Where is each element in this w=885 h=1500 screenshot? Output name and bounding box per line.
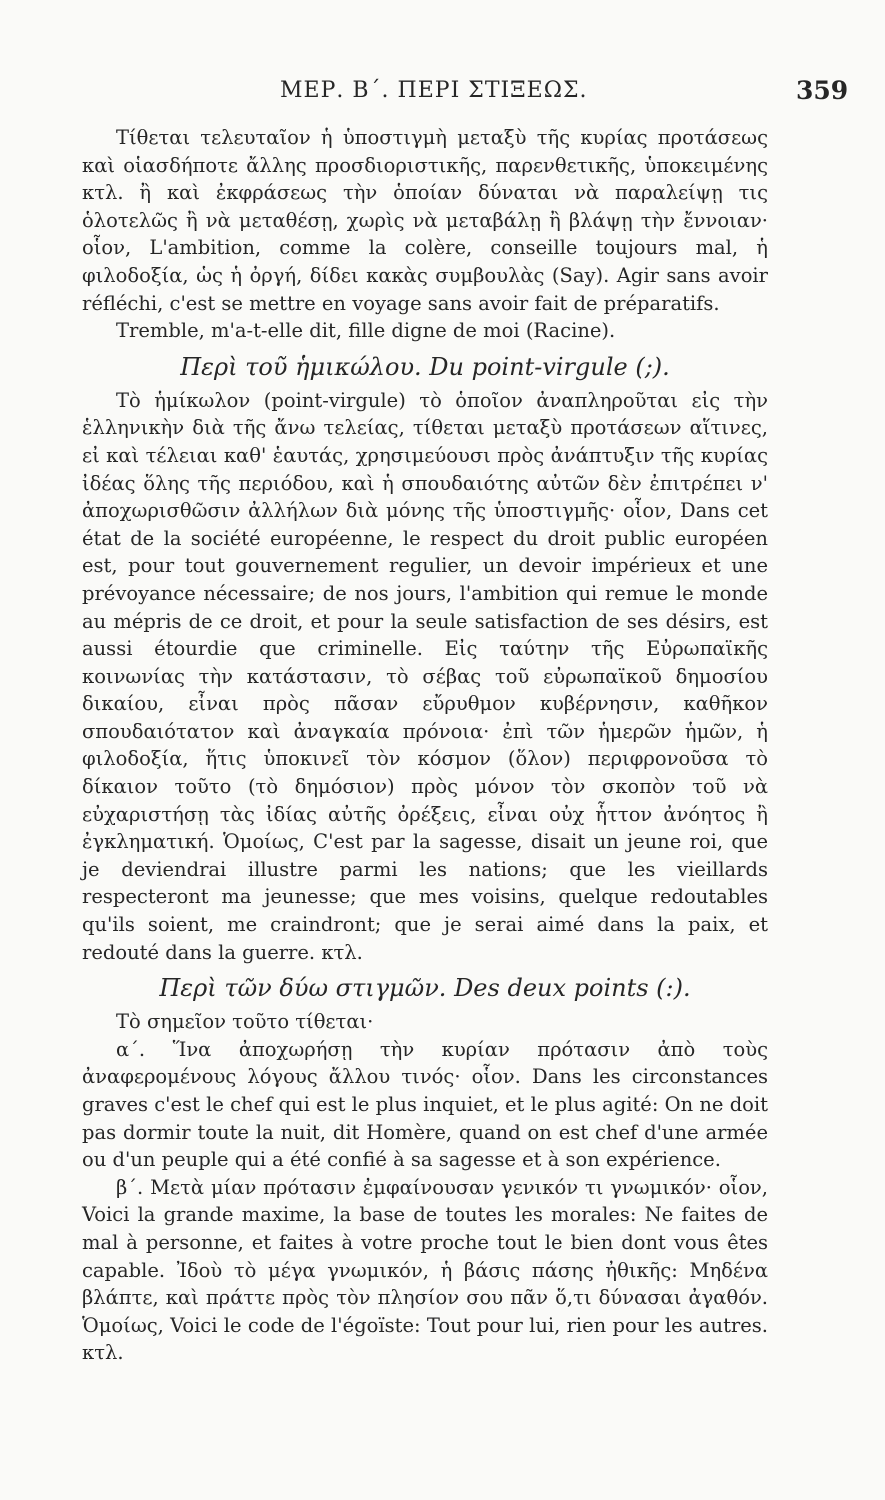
page-body	[82, 124, 768, 1367]
paragraph-6: β΄. Μετὰ μίαν πρότασιν ἐμφαίνουσαν γενικόν τι γνωμικόν· οἷον, Voici la grande maxime, la base de toutes les morales: Ne faites de mal à personne, et faites à votre proche tout le bien dont vous êtes capable. Ἰδοὺ τὸ μέγα γνωμικόν, ἡ βάσις πάσης ἠθικῆς: Μηδένα βλάπτε, καὶ πράττε πρὸς τὸν πλησίον σου πᾶν ὅ,τι δύνασαι ἀγαθόν. Ὁμοίως, Voici le code de l'égoïste: Tout pour lui, rien pour les autres. κτλ.	[82, 1175, 768, 1365]
section-heading-semicolon: Περὶ τοῦ ἡμικώλου. Du point-virgule (;).	[180, 352, 670, 381]
running-title: ΜΕΡ. Β΄. ΠΕΡΙ ΣΤΙΞΕΩΣ.	[280, 78, 588, 103]
paragraph-2: Tremble, m'a-t-elle dit, fille digne de moi (Racine).	[116, 319, 616, 343]
page-number: 359	[796, 76, 849, 105]
paragraph-5: α΄. Ἵνα ἀποχωρήσῃ τὴν κυρίαν πρότασιν ἀπὸ τοὺς ἀναφερομένους λόγους ἄλλου τινός· οἷον. Dans les circonstances graves c'est le chef qui est le plus inquiet, et le plus agité: On ne doit pas dormir toute la nuit, dit Homère, quand on est chef d'une armée ou d'un peuple qui a été confié à sa sagesse et à son expérience.	[82, 1037, 768, 1172]
page-header	[0, 74, 885, 108]
section-heading-colon: Περὶ τῶν δύω στιγμῶν. Des deux points (:).	[159, 974, 691, 1003]
paragraph-3: Τὸ ἡμίκωλον (point-virgule) τὸ ὁποῖον ἀναπληροῦται εἰς τὴν ἑλληνικὴν διὰ τῆς ἄνω τελείας, τίθεται μεταξὺ προτάσεων αἵτινες, εἰ καὶ τέλειαι καθ' ἑαυτάς, χρησιμεύουσι πρὸς ἀνάπτυξιν τῆς κυρίας ἰδέας ὅλης τῆς περιόδου, καὶ ἡ σπουδαιότης αὐτῶν δὲν ἐπιτρέπει ν' ἀποχωρισθῶσιν ἀλλήλων διὰ μόνης τῆς ὑποστιγμῆς· οἷον, Dans cet état de la société européenne, le respect du droit public européen est, pour tout gouvernement regulier, un devoir impérieux et une prévoyance nécessaire; de nos jours, l'ambition qui remue le monde au mépris de ce droit, et pour la seule satisfaction de ses désirs, est aussi étourdie que criminelle. Εἰς ταύτην τῆς Εὐρωπαϊκῆς κοινωνίας τὴν κατάστασιν, τὸ σέβας τοῦ εὐρωπαϊκοῦ δημοσίου δικαίου, εἶναι πρὸς πᾶσαν εὔρυθμον κυβέρνησιν, καθῆκον σπουδαιότατον καὶ ἀναγκαία πρόνοια· ἐπὶ τῶν ἡμερῶν ἡμῶν, ἡ φιλοδοξία, ἥτις ὑποκινεῖ τὸν κόσμον (ὅλον) περιφρονοῦσα τὸ δίκαιον τοῦτο (τὸ δημόσιον) πρὸς μόνον τὸν σκοπὸν τοῦ νὰ εὐχαριστήσῃ τὰς ἰδίας αὐτῆς ὀρέξεις, εἶναι οὐχ ἧττον ἀνόητος ἢ ἐγκληματική. Ὁμοίως, C'est par la sagesse, disait un jeune roi, que je deviendrai illustre parmi les nations; que les vieillards respecteront ma jeunesse; que mes voisins, quelque redoutables qu'ils soient, me craindront; que je serai aimé dans la paix, et redouté dans la guerre. κτλ.	[82, 388, 768, 964]
paragraph-4: Τὸ σημεῖον τοῦτο τίθεται·	[116, 1010, 374, 1034]
paragraph-1: Τίθεται τελευταῖον ἡ ὑποστιγμὴ μεταξὺ τῆς κυρίας προτάσεως καὶ οἱασδήποτε ἄλλης προσδιοριστικῆς, παρενθετικῆς, ὑποκειμένης κτλ. ἢ καὶ ἐκφράσεως τὴν ὁποίαν δύναται νὰ παραλείψῃ τις ὁλοτελῶς ἢ νὰ μεταθέσῃ, χωρὶς νὰ μεταβάλῃ ἢ βλάψῃ τὴν ἔννοιαν· οἷον, L'ambition, comme la colère, conseille toujours mal, ἡ φιλοδοξία, ὡς ἡ ὀργή, δίδει κακὰς συμβουλὰς (Say). Agir sans avoir réfléchi, c'est se mettre en voyage sans avoir fait de préparatifs.	[82, 126, 768, 315]
